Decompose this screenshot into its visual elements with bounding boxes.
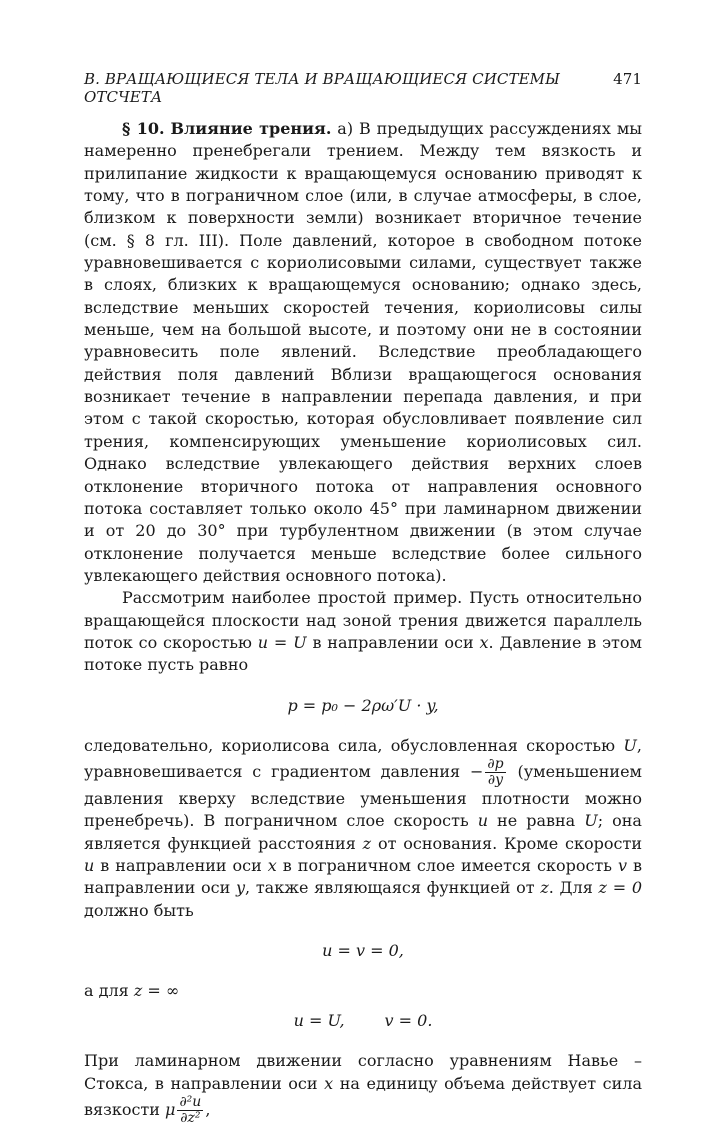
equation-pressure: p = p₀ − 2ρω′U · y, xyxy=(287,695,439,715)
section-number: § 10. xyxy=(122,119,165,138)
equation-boundary-zero: u = v = 0, xyxy=(322,941,404,960)
book-page xyxy=(84,70,643,1126)
equation-boundary-infinity: u = U, v = 0. xyxy=(293,1011,433,1031)
paragraph-2: Рассмотрим наиболее простой пример. Пусть относительно вращающейся плоскости над зоной трения движется параллель поток со скоростью u = U в направлении оси x. Давление в этом потоке пусть равно xyxy=(84,588,642,675)
paragraph-1 xyxy=(84,118,642,587)
fraction-viscosity: $\frac{\text{∂²u}}{\text{∂z²}}$ xyxy=(179,1094,202,1126)
inline-equation: u = U xyxy=(257,632,307,652)
running-head xyxy=(84,70,642,106)
page-number: 471 xyxy=(613,70,642,88)
paragraph-4: а для z = ∞ xyxy=(84,981,180,1000)
section-title: Влияние трения. xyxy=(170,119,332,138)
paragraph-1-text: а) В предыдущих рассуждениях мы намеренно пренебрегали трением. Между тем вязкость и прилипание жидкости к вращающемуся основанию приводят к тому, что в пограничном слое (или, в случае атмосферы, в слое, близком к поверхности земли) возникает вторичное течение (см. § 8 гл. III). Поле давлений, которое в свободном потоке уравновешивается с кориолисовыми силами, существует также в слоях, близких к вращающемуся основанию; однако здесь, вследствие меньших скоростей течения, кориолисовы силы меньше, чем на большой высоте, и поэтому они не в состоянии уравновесить поле явлений. Вследствие преобладающего действия поля давлений Вблизи вращающегося основания возникает течение в направлении перепада давления, и при этом с такой скоростью, которая обусловливает появление сил трения, компенсирующих уменьшение кориолисовых сил. Однако вследствие увлекающего действия верхних слоев отклонение вторичного потока от направления основного потока составляет только около 45° при ламинарном движении и от 20 до 30° при турбулентном движении (в этом случае отклонение получается меньше вследствие более сильного увлекающего действия основного потока). xyxy=(84,119,642,585)
chapter-title: В. ВРАЩАЮЩИЕСЯ ТЕЛА И ВРАЩАЮЩИЕСЯ СИСТЕМЫ ОТСЧЕТА xyxy=(84,70,560,106)
fraction-dp-dy: $\frac{\partial p}{\partial y}$ xyxy=(487,755,504,788)
paragraph-5: При ламинарном движении согласно уравнениям Навье – Стокса, в направлении оси x на единицу объема действует сила вязкости μ $\frac{\text{∂²u}}{\text{∂z²}}$ , xyxy=(84,1051,643,1126)
paragraph-3: следовательно, кориолисова сила, обусловленная скоростью U, уравновешивается с градиентом давления − $\frac{\partial p}{\partial y}$ (уменьшением давления кверху вследствие уменьшения плотности можно пренебречь). В пограничном слое скорость u не равна U; она является функцией расстояния z от основания. Кроме скорости u в направлении оси x в пограничном слое имеется скорость v в направлении оси y, также являющаяся функцией от z. Для z = 0 должно быть xyxy=(84,735,643,920)
